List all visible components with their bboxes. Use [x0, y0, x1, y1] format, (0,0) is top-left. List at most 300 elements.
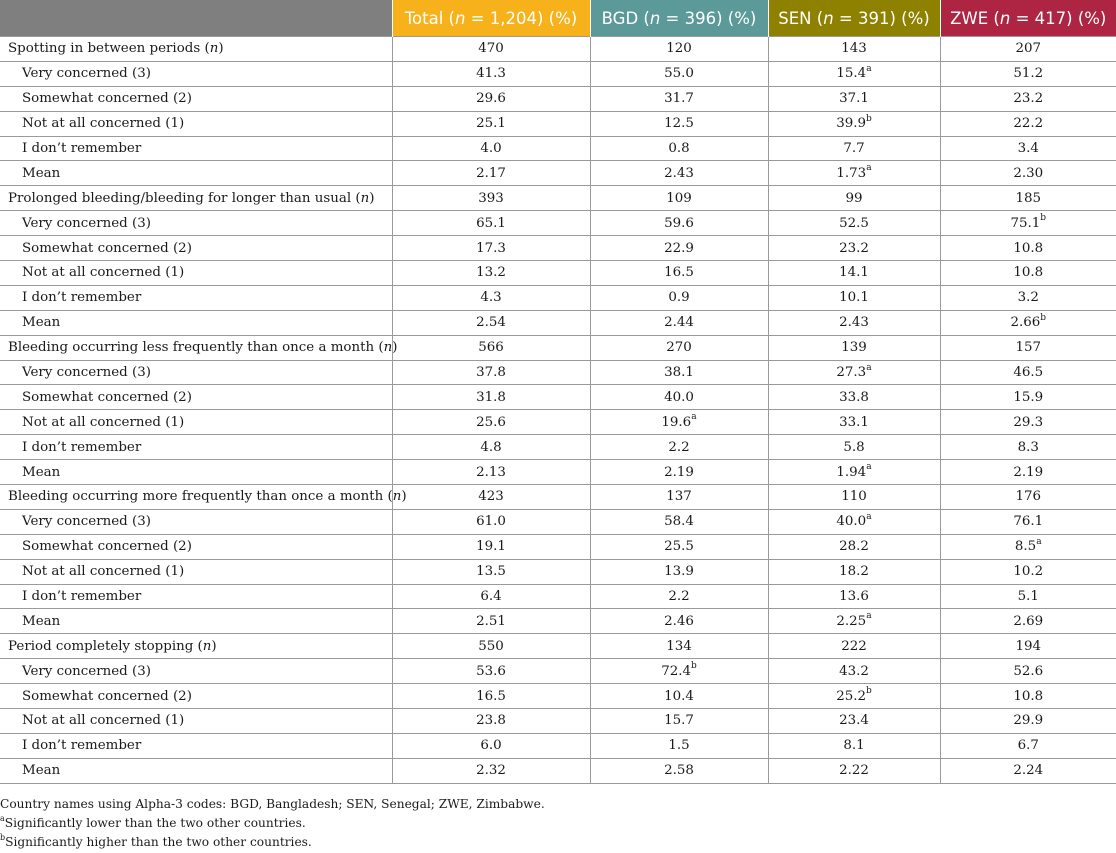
header-text: Total ( — [404, 8, 455, 28]
table-cell — [768, 136, 940, 161]
table-cell — [392, 435, 590, 460]
row-label-n: n — [392, 489, 402, 505]
cell-value: 7.7 — [843, 141, 865, 156]
row-label-text: ) — [211, 638, 217, 654]
cell-value: 5.1 — [1017, 589, 1039, 605]
table-cell — [940, 111, 1116, 136]
row-label — [0, 534, 392, 559]
cell-value: 39.9 — [836, 116, 867, 132]
row-label-text: Mean — [22, 315, 61, 331]
row-label-n: n — [202, 638, 212, 654]
cell-value: 4.0 — [480, 141, 502, 156]
table-header — [0, 0, 1116, 37]
table-row — [0, 733, 1116, 758]
table-cell — [940, 86, 1116, 111]
table-cell — [940, 509, 1116, 534]
row-label-text: I don’t remember — [22, 290, 142, 306]
table-cell — [590, 684, 768, 709]
cell-value: 22.2 — [1013, 116, 1044, 132]
cell-value: 176 — [1015, 489, 1042, 505]
table-cell — [768, 211, 940, 236]
table-cell — [392, 136, 590, 161]
cell-value: 15.9 — [1013, 389, 1044, 405]
row-label-text: ) — [369, 190, 375, 206]
cell-value: 25.1 — [476, 116, 506, 132]
table-cell — [940, 609, 1116, 634]
table-row — [0, 709, 1116, 734]
header-text: = 396) (%) — [660, 8, 757, 28]
row-label-text: Mean — [22, 613, 61, 629]
table-cell — [768, 709, 940, 734]
table-cell — [590, 186, 768, 211]
table-cell — [768, 460, 940, 485]
header-text: ZWE ( — [950, 8, 1000, 28]
table-cell — [940, 211, 1116, 236]
table-cell — [590, 61, 768, 86]
table-cell — [590, 609, 768, 634]
table-cell — [768, 758, 940, 783]
table-cell — [392, 609, 590, 634]
cell-value: 16.5 — [476, 688, 506, 704]
table-row — [0, 285, 1116, 310]
table-cell — [768, 385, 940, 410]
cell-value: 52.6 — [1013, 663, 1044, 679]
table-cell — [590, 285, 768, 310]
table-row — [0, 261, 1116, 286]
table-cell — [392, 733, 590, 758]
header-row — [0, 0, 1116, 37]
footnote-text: Significantly higher than the two other countries. — [5, 835, 312, 849]
table-cell — [590, 161, 768, 186]
table-cell — [940, 435, 1116, 460]
row-label-text: Not at all concerned (1) — [22, 713, 185, 729]
header-bgd — [590, 0, 768, 37]
cell-value: 110 — [841, 489, 867, 505]
row-label — [0, 61, 392, 86]
cell-value: 13.6 — [839, 589, 869, 605]
cell-value: 23.8 — [476, 713, 506, 729]
row-label-text: Not at all concerned (1) — [22, 414, 185, 430]
table-row — [0, 684, 1116, 709]
table-cell — [590, 236, 768, 261]
footnote-text: Country names using Alpha-3 codes: BGD, Bangladesh; SEN, Senegal; ZWE, Zimbabwe. — [0, 797, 545, 811]
cell-superscript: a — [1036, 536, 1042, 547]
cell-value: 2.54 — [476, 315, 506, 331]
row-label-text: Mean — [22, 763, 61, 779]
cell-value: 109 — [666, 190, 692, 206]
cell-value: 3.2 — [1017, 290, 1039, 306]
cell-value: 15.4 — [836, 66, 867, 82]
row-label — [0, 509, 392, 534]
cell-value: 1.73 — [836, 165, 867, 181]
cell-superscript: b — [1040, 312, 1047, 323]
row-label — [0, 435, 392, 460]
cell-value: 25.6 — [476, 414, 506, 430]
cell-value: 25.5 — [664, 539, 694, 555]
table-cell — [940, 559, 1116, 584]
cell-value: 3.4 — [1017, 141, 1039, 156]
cell-value: 51.2 — [1013, 66, 1044, 82]
cell-value: 137 — [666, 489, 692, 505]
cell-value: 40.0 — [664, 389, 694, 405]
table-cell — [590, 659, 768, 684]
row-label-n: n — [383, 340, 393, 356]
table-cell — [590, 733, 768, 758]
row-label-text: Not at all concerned (1) — [22, 564, 185, 580]
row-label-text: Somewhat concerned (2) — [22, 389, 192, 405]
row-label — [0, 161, 392, 186]
table-cell — [768, 634, 940, 659]
cell-value: 23.4 — [839, 713, 869, 729]
table-cell — [392, 310, 590, 335]
cell-value: 2.2 — [668, 589, 690, 605]
table-cell — [768, 485, 940, 510]
cell-superscript: a — [866, 362, 872, 373]
cell-value: 2.25 — [836, 613, 867, 629]
cell-value: 194 — [1015, 638, 1042, 654]
cell-value: 13.9 — [664, 564, 694, 580]
cell-value: 53.6 — [476, 663, 506, 679]
table-cell — [768, 559, 940, 584]
row-label — [0, 360, 392, 385]
table-cell — [392, 111, 590, 136]
table-cell — [392, 460, 590, 485]
table-cell — [590, 310, 768, 335]
cell-value: 23.2 — [1013, 91, 1044, 107]
table-row-group — [0, 634, 1116, 659]
cell-value: 65.1 — [476, 215, 506, 231]
table-row — [0, 61, 1116, 86]
header-text: BGD ( — [601, 8, 650, 28]
cell-value: 61.0 — [476, 514, 506, 530]
cell-value: 2.30 — [1013, 165, 1044, 181]
footnote-text: Significantly lower than the two other countries. — [4, 816, 306, 830]
cell-superscript: a — [691, 412, 697, 423]
table-row — [0, 435, 1116, 460]
cell-value: 25.2 — [836, 688, 867, 704]
cell-value: 38.1 — [664, 365, 694, 381]
table-cell — [590, 136, 768, 161]
cell-value: 134 — [666, 638, 692, 654]
table-row — [0, 509, 1116, 534]
cell-value: 2.46 — [664, 613, 694, 629]
table-cell — [768, 584, 940, 609]
table-cell — [392, 758, 590, 783]
header-zwe — [940, 0, 1116, 37]
row-label — [0, 211, 392, 236]
cell-value: 2.66 — [1010, 315, 1041, 331]
footnote — [0, 795, 545, 814]
cell-value: 75.1 — [1010, 215, 1041, 231]
cell-value: 16.5 — [664, 265, 694, 281]
row-label-text: Very concerned (3) — [22, 514, 151, 530]
cell-value: 28.2 — [839, 539, 869, 555]
row-label — [0, 584, 392, 609]
table-cell — [940, 186, 1116, 211]
row-label — [0, 659, 392, 684]
table-row — [0, 236, 1116, 261]
cell-value: 2.51 — [476, 613, 506, 629]
cell-value: 8.5 — [1014, 539, 1037, 555]
cell-superscript: b — [691, 661, 697, 672]
table-cell — [392, 559, 590, 584]
cell-value: 470 — [478, 41, 504, 57]
cell-value: 14.1 — [839, 265, 869, 281]
row-label-text: Mean — [22, 464, 61, 480]
cell-superscript: a — [866, 611, 872, 622]
cell-value: 2.69 — [1013, 613, 1044, 629]
cell-value: 143 — [841, 41, 867, 57]
table-cell — [590, 37, 768, 62]
row-label-text: Bleeding occurring more frequently than once a month ( — [8, 489, 393, 505]
cell-value: 13.2 — [476, 265, 506, 281]
cell-value: 10.4 — [664, 688, 694, 704]
table-row — [0, 111, 1116, 136]
cell-value: 27.3 — [836, 365, 867, 381]
cell-value: 2.17 — [476, 165, 506, 181]
table-cell — [392, 584, 590, 609]
table-cell — [590, 360, 768, 385]
header-total — [392, 0, 590, 37]
cell-value: 2.13 — [476, 464, 506, 480]
row-label-text: Spotting in between periods ( — [8, 41, 210, 57]
cell-value: 37.8 — [476, 365, 506, 381]
table-cell — [940, 136, 1116, 161]
table-cell — [768, 186, 940, 211]
cell-value: 58.4 — [664, 514, 694, 530]
table-cell — [392, 186, 590, 211]
row-label — [0, 609, 392, 634]
cell-value: 2.44 — [664, 315, 694, 331]
row-label — [0, 310, 392, 335]
table-cell — [768, 684, 940, 709]
table-cell — [768, 111, 940, 136]
cell-value: 2.43 — [664, 165, 694, 181]
cell-value: 76.1 — [1013, 514, 1044, 530]
header-sen — [768, 0, 940, 37]
table-cell — [768, 61, 940, 86]
table-cell — [392, 485, 590, 510]
table-cell — [392, 684, 590, 709]
row-label — [0, 485, 407, 510]
table-cell — [590, 485, 768, 510]
header-blank — [0, 0, 392, 37]
table-row-group — [0, 186, 1116, 211]
cell-value: 29.9 — [1013, 713, 1044, 729]
table-cell — [590, 460, 768, 485]
table-cell — [940, 534, 1116, 559]
cell-value: 0.9 — [668, 290, 690, 306]
table-cell — [768, 86, 940, 111]
table-row-group — [0, 485, 1116, 510]
row-label-text: I don’t remember — [22, 589, 142, 605]
cell-value: 18.2 — [839, 564, 869, 580]
table-row — [0, 758, 1116, 783]
cell-value: 40.0 — [836, 514, 867, 530]
table-cell — [940, 684, 1116, 709]
table-row — [0, 534, 1116, 559]
cell-value: 13.5 — [476, 564, 506, 580]
row-label-text: Mean — [22, 165, 61, 181]
table-cell — [590, 410, 768, 435]
table-cell — [392, 236, 590, 261]
table-row — [0, 161, 1116, 186]
row-label-text: I don’t remember — [22, 738, 142, 754]
table-row-group — [0, 37, 1116, 62]
header-text: = 417) (%) — [1010, 8, 1107, 28]
row-label-text: Period completely stopping ( — [8, 638, 203, 654]
table-cell — [590, 86, 768, 111]
table-footnotes — [0, 795, 545, 852]
table-row — [0, 659, 1116, 684]
table-cell — [768, 659, 940, 684]
row-label — [0, 733, 392, 758]
table-cell — [590, 211, 768, 236]
table-cell — [940, 485, 1116, 510]
cell-value: 550 — [478, 638, 504, 654]
cell-superscript: b — [1040, 213, 1047, 224]
table-row — [0, 86, 1116, 111]
cell-value: 157 — [1015, 340, 1042, 356]
cell-value: 139 — [841, 340, 867, 356]
cell-value: 4.3 — [480, 290, 502, 306]
cell-value: 6.7 — [1017, 738, 1039, 754]
row-label-n: n — [360, 190, 370, 206]
table-cell — [940, 61, 1116, 86]
table-body — [0, 37, 1116, 784]
cell-value: 19.1 — [476, 539, 506, 555]
row-label — [0, 261, 392, 286]
table-cell — [392, 211, 590, 236]
row-label — [0, 559, 392, 584]
footnote — [0, 833, 545, 852]
row-label-text: I don’t remember — [22, 439, 142, 455]
table-row — [0, 360, 1116, 385]
cell-value: 43.2 — [839, 663, 869, 679]
cell-value: 10.8 — [1013, 265, 1044, 281]
cell-value: 31.7 — [664, 91, 694, 107]
cell-value: 8.3 — [1017, 439, 1039, 455]
row-label — [0, 86, 392, 111]
table-cell — [940, 733, 1116, 758]
table-cell — [768, 360, 940, 385]
table-row-group — [0, 335, 1116, 360]
cell-value: 10.8 — [1013, 240, 1044, 256]
table-cell — [768, 733, 940, 758]
table-cell — [392, 659, 590, 684]
cell-value: 2.19 — [1013, 464, 1044, 480]
table-cell — [392, 61, 590, 86]
cell-value: 5.8 — [843, 439, 865, 455]
cell-value: 72.4 — [661, 663, 692, 679]
cell-value: 33.1 — [839, 414, 869, 430]
cell-superscript: a — [866, 511, 872, 522]
cell-value: 2.2 — [668, 439, 690, 455]
row-label-text: Very concerned (3) — [22, 66, 151, 82]
table-row — [0, 136, 1116, 161]
row-label-text: Prolonged bleeding/bleeding for longer than usual ( — [8, 190, 361, 206]
table-cell — [392, 86, 590, 111]
row-label — [0, 410, 392, 435]
table-cell — [392, 335, 590, 360]
table-cell — [768, 435, 940, 460]
table-row — [0, 310, 1116, 335]
table-cell — [392, 285, 590, 310]
cell-value: 423 — [478, 489, 504, 505]
row-label — [0, 285, 392, 310]
row-label-text: Not at all concerned (1) — [22, 265, 185, 281]
cell-value: 2.22 — [839, 763, 869, 779]
row-label — [0, 684, 392, 709]
table-cell — [768, 285, 940, 310]
row-label — [0, 634, 392, 659]
cell-value: 59.6 — [664, 215, 694, 231]
row-label — [0, 709, 392, 734]
header-n-symbol: n — [823, 8, 834, 28]
cell-value: 6.0 — [480, 738, 502, 754]
row-label-n: n — [209, 41, 219, 57]
cell-value: 41.3 — [476, 66, 506, 82]
header-text: SEN ( — [778, 8, 824, 28]
table-cell — [940, 385, 1116, 410]
table-cell — [590, 111, 768, 136]
table-cell — [392, 161, 590, 186]
table-cell — [940, 360, 1116, 385]
table-cell — [768, 509, 940, 534]
table-cell — [590, 435, 768, 460]
row-label-text: Very concerned (3) — [22, 365, 151, 381]
row-label-text: Somewhat concerned (2) — [22, 240, 192, 256]
row-label — [0, 335, 398, 360]
cell-value: 2.43 — [839, 315, 869, 331]
table-cell — [940, 236, 1116, 261]
header-n-symbol: n — [649, 8, 661, 28]
cell-value: 4.8 — [480, 439, 502, 455]
cell-value: 10.2 — [1013, 564, 1044, 580]
cell-value: 1.94 — [836, 464, 867, 480]
cell-value: 222 — [841, 638, 867, 654]
table-row — [0, 584, 1116, 609]
cell-value: 22.9 — [664, 240, 694, 256]
cell-value: 566 — [478, 340, 504, 356]
cell-value: 2.24 — [1013, 763, 1044, 779]
table-cell — [940, 584, 1116, 609]
cell-value: 37.1 — [839, 91, 869, 107]
row-label-text: Somewhat concerned (2) — [22, 91, 192, 107]
table-cell — [940, 335, 1116, 360]
table-row — [0, 211, 1116, 236]
table-cell — [940, 410, 1116, 435]
cell-superscript: a — [866, 462, 872, 473]
header-n-symbol: n — [454, 8, 466, 28]
cell-value: 8.1 — [843, 738, 865, 754]
cell-value: 10.8 — [1013, 688, 1044, 704]
table-cell — [940, 285, 1116, 310]
table-cell — [590, 584, 768, 609]
table-cell — [590, 335, 768, 360]
table-cell — [590, 385, 768, 410]
row-label-text: ) — [392, 340, 398, 356]
row-label — [0, 460, 392, 485]
cell-value: 15.7 — [664, 713, 694, 729]
table-cell — [940, 634, 1116, 659]
table-cell — [940, 460, 1116, 485]
table-cell — [590, 634, 768, 659]
row-label-text: Very concerned (3) — [22, 215, 151, 231]
table-cell — [590, 534, 768, 559]
table-cell — [392, 261, 590, 286]
table-cell — [590, 261, 768, 286]
